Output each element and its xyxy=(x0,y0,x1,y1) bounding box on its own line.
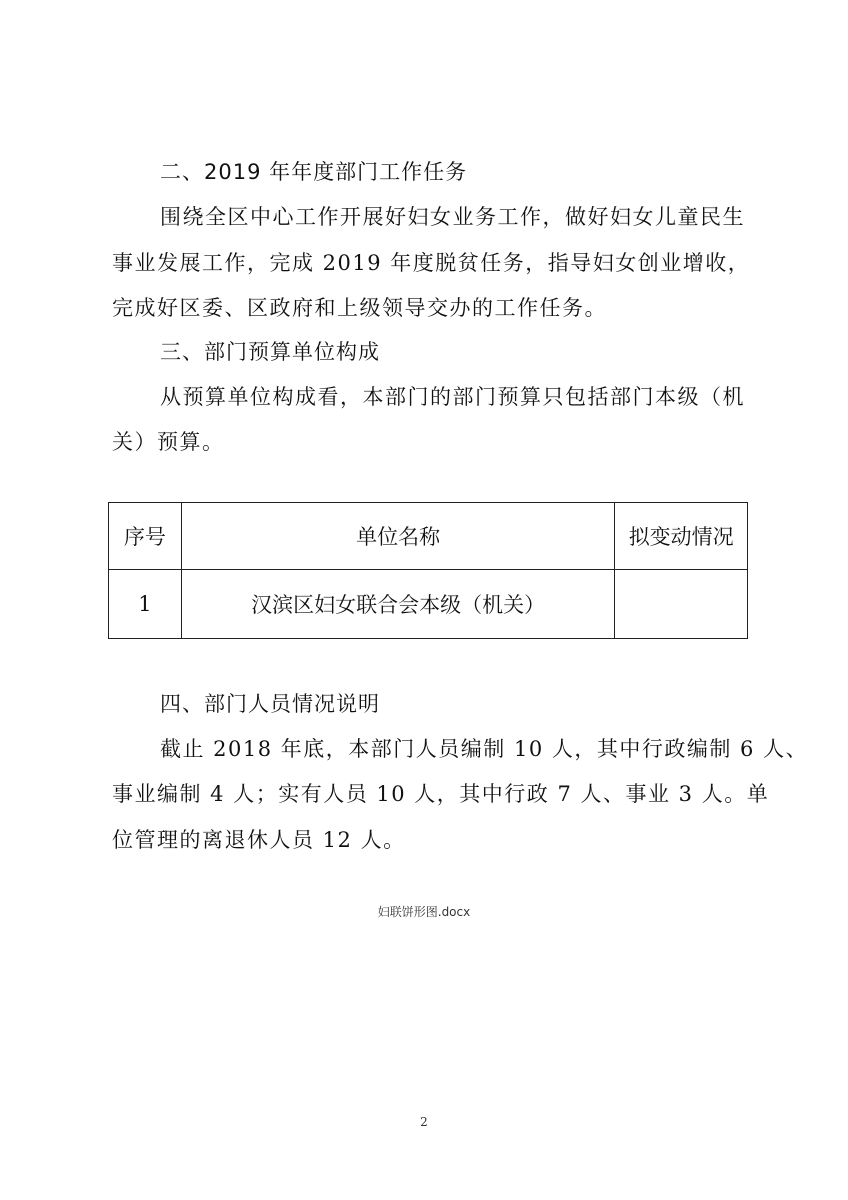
section2-paragraph-line-2: 事业发展工作，完成 2019 年度脱贫任务，指导妇女创业增收， xyxy=(112,251,751,275)
table-header-row xyxy=(109,503,748,570)
section2-paragraph-line-1: 围绕全区中心工作开展好妇女业务工作，做好妇女儿童民生 xyxy=(160,205,745,229)
page-number: 2 xyxy=(420,1115,428,1129)
budget-units-table xyxy=(108,502,748,639)
section2-paragraph-line-3: 完成好区委、区政府和上级领导交办的工作任务。 xyxy=(112,296,607,320)
section3-heading: 三、部门预算单位构成 xyxy=(160,340,380,364)
cell-serial-number: 1 xyxy=(109,570,182,639)
header-planned-change: 拟变动情况 xyxy=(615,503,748,570)
cell-unit-name: 汉滨区妇女联合会本级（机关） xyxy=(181,570,615,639)
section3-paragraph-line-2: 关）预算。 xyxy=(112,430,225,454)
cell-planned-change xyxy=(615,570,748,639)
section4-heading: 四、部门人员情况说明 xyxy=(160,692,380,716)
section2-heading: 二、2019 年年度部门工作任务 xyxy=(160,160,468,184)
header-serial-number: 序号 xyxy=(109,503,182,570)
section4-paragraph-line-3: 位管理的离退休人员 12 人。 xyxy=(112,828,406,852)
table-row xyxy=(109,570,748,639)
section4-paragraph-line-2: 事业编制 4 人；实有人员 10 人，其中行政 7 人、事业 3 人。单 xyxy=(112,782,770,806)
section4-paragraph-line-1: 截止 2018 年底，本部门人员编制 10 人，其中行政编制 6 人、 xyxy=(160,737,809,761)
embedded-file-name: 妇联饼形图.docx xyxy=(377,905,471,919)
header-unit-name: 单位名称 xyxy=(181,503,615,570)
section3-paragraph-line-1: 从预算单位构成看，本部门的部门预算只包括部门本级（机 xyxy=(160,385,745,409)
